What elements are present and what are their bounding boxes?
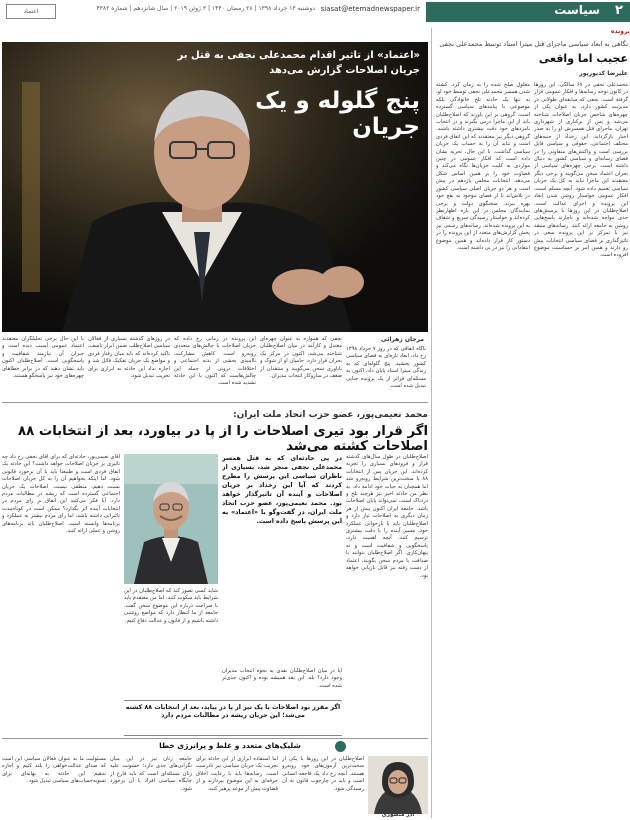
newspaper-logo: اعتماد [6,4,56,19]
interview-headline: اگر قرار بود تیری اصلاحات را از پا در بیاورد، بعد از انتخابات ۸۸ اصلاحات کشته می‌شد [17,424,428,454]
lead-supertitle: «اعتماد» از تاثیر اقدام محمدعلی نجفی به قتل بر جریان اصلاحات گزارش می‌دهد [177,50,420,76]
column-divider [431,28,432,818]
interview-body-column: آقای نعیمی‌پور، حادثه‌ای که برای آقای نجفی رخ داد چه تاثیری بر جریان اصلاحات خواهد داشت؟ این حادثه یک اتفاق فردی است و طبیعتا باید با آن برخورد قانونی شود. اما اینکه بخواهیم آن را به کل جریان اصلاحات نسبت دهیم، منطقی نیست. اصلاحات یک جریان اجتماعی گسترده است که ریشه در مطالبات مردم دارد. آیا فکر می‌کنید این اتفاق بر رای مردم در انتخابات آینده اثر بگذارد؟ ممکن است در کوتاه‌مدت تاثیراتی داشته باشد، اما رای مردم بیشتر به عملکرد و برنامه‌ها وابسته است. اصلاح‌طلبان باید برنامه‌های روشن و عملی ارائه کنند. [2,454,120,535]
columnist-photo [368,756,428,814]
rc-kicker: پرونده [611,28,630,35]
rc-supertitle: نگاهی به ابعاد سیاسی ماجرای قتل میترا استاد توسط محمدعلی نجفی [439,40,628,48]
interviewee-photo [124,454,218,584]
interview-supertitle: محمد نعیمی‌پور، عضو حزب اتحاد ملت ایران: [233,410,428,420]
interview-body-column: آیا در میان اصلاح‌طلبان نقدی به نحوه انتخاب مدیران وجود دارد؟ بله، این نقد همیشه بوده و اکنون جدی‌تر شده است. [222,668,342,689]
lead-author: مرجان زهرائی [381,336,424,343]
lead-body-column: این پرونده در زمانی رخ داده که جریان اصلاحات با چالش‌های متعددی روبه‌رو است. کاهش مشارکت، ناامیدی بخشی از بدنه اجتماعی و اختلافات درونی از جمله این چالش‌هاست که اکنون با این حادثه تشدید شده است. [174,336,256,387]
lead-body-column: با این حال برخی تحلیلگران معتقدند اعتماد عمومی آسیب دیده است و جبران آن نیازمند شفافیت و پاسخگویی است. اصلاح‌طلبان اکنون باید نشان دهند که در برابر خطاهای چهره‌های خود نیز پاسخگو هستند. [2,336,84,380]
rc-body-column: محمدعلی نجفی در ۶۷ سالگی، این روزها در کانون توجه رسانه‌ها و افکار عمومی قرار گرفته است. نجفی که سابقه‌ای طولانی در مدیریت کشور دارد، به عنوان یکی از چهره‌های شاخص جریان اصلاحات شناخته می‌شد و پس از برکناری از شهرداری تهران، ماجرای قتل همسرش او را به صدر اخبار بازگرداند. این رخداد از جنبه‌های مختلف اجتماعی، حقوقی و سیاسی قابل بررسی است و واکنش‌های متفاوتی را در فضای رسانه‌ای و سیاسی کشور به دنبال داشته است. برخی چهره‌های سیاسی از بحران اعتماد سخن می‌گویند و برخی دیگر معتقدند این ماجرا نباید به کل یک جریان سیاسی تعمیم داده شود. آنچه مسلم است، افکار عمومی خواستار روشن شدن ابعاد این پرونده و اجرای عدالت است. اصلاح‌طلبان در این روزها با پرسش‌های جدی مواجه شده‌اند و ناچارند پاسخ‌هایی روشن به جامعه ارائه کنند. رسانه‌های منتقد نیز با تمرکز بر این پرونده سعی در تاثیرگذاری بر فضای سیاسی انتخابات پیش رو دارند و همین امر بر حساسیت موضوع افزوده است. [534,82,628,259]
interview-body-column: اصلاح‌طلبان در طول سال‌های گذشته فراز و فرودهای بسیاری را تجربه کرده‌اند. این جریان پس از انتخابات ۸۸ با سخت‌ترین شرایط روبه‌رو شد اما همچنان به حیات خود ادامه داد. به نظر من حادثه اخیر نیز هرچند تلخ و دردناک است، نمی‌تواند پایان اصلاحات باشد. جامعه ایران اکنون بیش از هر زمان دیگری به اصلاحات نیاز دارد و اصلاح‌طلبان باید با بازخوانی عملکرد خود، مسیر آینده را با دقت بیشتری ترسیم کنند. آنچه اهمیت دارد، پاسخگویی و شفافیت است و نه پنهان‌کاری. اگر اصلاح‌طلبان بتوانند با صداقت با مردم سخن بگویند، اعتماد از دست رفته نیز قابل بازیابی خواهد بود. [346,454,428,579]
opinion-body-column: جامعه زنان نیز در این میان نگرانی‌های جدی دارد؛ خشونت علیه زنان مسئله‌ای است که باید فارغ از جایگاه سیاسی افراد با آن برخورد شود. [110,756,192,792]
columnist-portrait [368,756,428,814]
column-marker-icon [335,741,346,752]
story-separator [2,738,428,739]
page-number: ۲ [615,3,623,18]
section-email: siasat@etemadnewspaper.ir [320,5,420,13]
opinion-body-column: مسئولیت ما به عنوان فعالان سیاسی این است که صدای عدالت‌خواهی را بلند کنیم و اجازه ندهیم این حادثه به بهانه‌ای برای تسویه‌حساب‌های سیاسی تبدیل شود. [2,756,106,785]
opinion-body-column: اما استفاده ابزاری از این حادثه برای تخریب یک جریان سیاسی نیز نادرست است. رسانه‌ها باید با رعایت اخلاق حرفه‌ای به این موضوع بپردازند و از قضاوت پیش از موعد پرهیز کنند. [196,756,278,792]
date-line: دوشنبه ۱۳ خرداد ۱۳۹۸ | ۲۸ رمضان ۱۴۴۰ | ۳ ژوئن ۲۰۱۹ | سال شانزدهم | شماره ۴۳۸۲ [96,5,315,12]
pull-quote: اگر مقرر بود اصلاحات با یک تیر از پا در بیاید، بعد از انتخابات ۸۸ کشته می‌شد؛ این جریان ریشه در مطالبات مردم دارد [124,700,342,736]
interview-body-column: شاید کسی تصور کند که اصلاح‌طلبان در این شرایط باید سکوت کنند، اما من معتقدم باید با صراحت درباره این موضوع سخن گفت. جامعه از ما انتظار دارد که مواضع روشنی داشته باشیم و از قانون و عدالت دفاع کنیم. [124,588,218,624]
story-separator [2,402,428,403]
lead-body-column: نجفی که همواره به عنوان چهره‌ای معتدل و کارآمد در میان اصلاح‌طلبان شناخته می‌شد، اکنون در مرکز یک بحران قرار دارد. حامیان او از شوک و ناباوری سخن می‌گویند و منتقدان از ضعف در سازوکار انتخاب مدیران. [260,336,342,380]
section-title: سیاست [554,3,600,17]
opinion-headline: شلیک‌های متعدد و غلط و پرانرژی خطا [159,741,301,750]
lead-headline: پنج گلوله و یک جریان [255,88,420,140]
interview-lead: در پی حادثه‌ای که به قتل همسر محمدعلی نجفی منجر شد، بسیاری از ناظران سیاسی این پرسش را مطرح کردند که آیا این رخداد بر جریان اصلاحات و آینده آن تاثیرگذار خواهد بود. محمد نعیمی‌پور، عضو حزب اتحاد ملت ایران، در گفت‌وگو با «اعتماد» به این پرسش پاسخ داده است. [222,455,342,525]
portrait-illustration [2,42,428,332]
lead-body-column: در روزهای گذشته بسیاری از فعالان سیاسی اصلاح‌طلب ضمن ابراز تاسف، تاکید کرده‌اند که باید میان رفتار فردی و مواضع یک جریان تفکیک قائل شد و اجازه نداد این حادثه به ابزاری برای تخریب تبدیل شود. [88,336,170,380]
rc-body-column: معلول صلح شده را به زمان کرد. کشته شدن همسر محمدعلی نجفی توسط خود او، نه تنها یک حادثه تلخ خانوادگی بلکه موضوعی با پیامدهای سیاسی گسترده است. گروهی بر این باورند که اصلاح‌طلبان باید از این ماجرا درس بگیرند و در انتخاب نامزدهای خود دقت بیشتری داشته باشند. گروهی دیگر نیز معتقدند که این اتفاق فردی است و نباید آن را به حساب یک جریان سیاسی گذاشت. با این حال، تجربه نشان داده است که افکار عمومی در چنین مواردی به کلیت جریان‌ها نگاه می‌کند و قضاوت خود را بر همین اساس شکل می‌دهد. انتخابات مجلس یازدهم در پیش است و هر دو جریان اصلی سیاسی کشور در تلاش‌اند تا از فضای موجود به نفع خود بهره ببرند. سخنگوی دولت و برخی نمایندگان مجلس در این باره اظهارنظر کرده‌اند و خواستار رسیدگی سریع و شفاف به این پرونده شده‌اند. رسانه‌های رسمی نیز پخش گزارش‌های متعدد از این پرونده را در دستور کار قرار داده‌اند و همین موضوع انتقاداتی را نیز در پی داشته است. [436,82,530,251]
lead-photo [2,42,428,332]
opinion-body-column: اصلاح‌طلبان در این روزها با یکی از سخت‌ترین آزمون‌های خود روبه‌رو هستند. آنچه رخ داد یک فاجعه انسانی است و باید در چارچوب قانون به آن رسیدگی شود. [282,756,364,792]
lead-body-column: ناگاه اتفاقی که در روز ۷ خرداد ۱۳۹۸ رخ داد، ابعاد تازه‌ای به فضای سیاسی کشور بخشید. پنج گلوله‌ای که به زندگی میترا استاد پایان داد، اکنون به مسئله‌ای فراتر از یک پرونده جنایی تبدیل شده است. [346,346,426,390]
interviewee-portrait [124,454,218,584]
rc-headline: عجیب اما واقعی [538,52,628,65]
rc-author: علیرضا کدیورپور [579,70,628,77]
columnist-name: آذر منصوری [381,812,415,818]
